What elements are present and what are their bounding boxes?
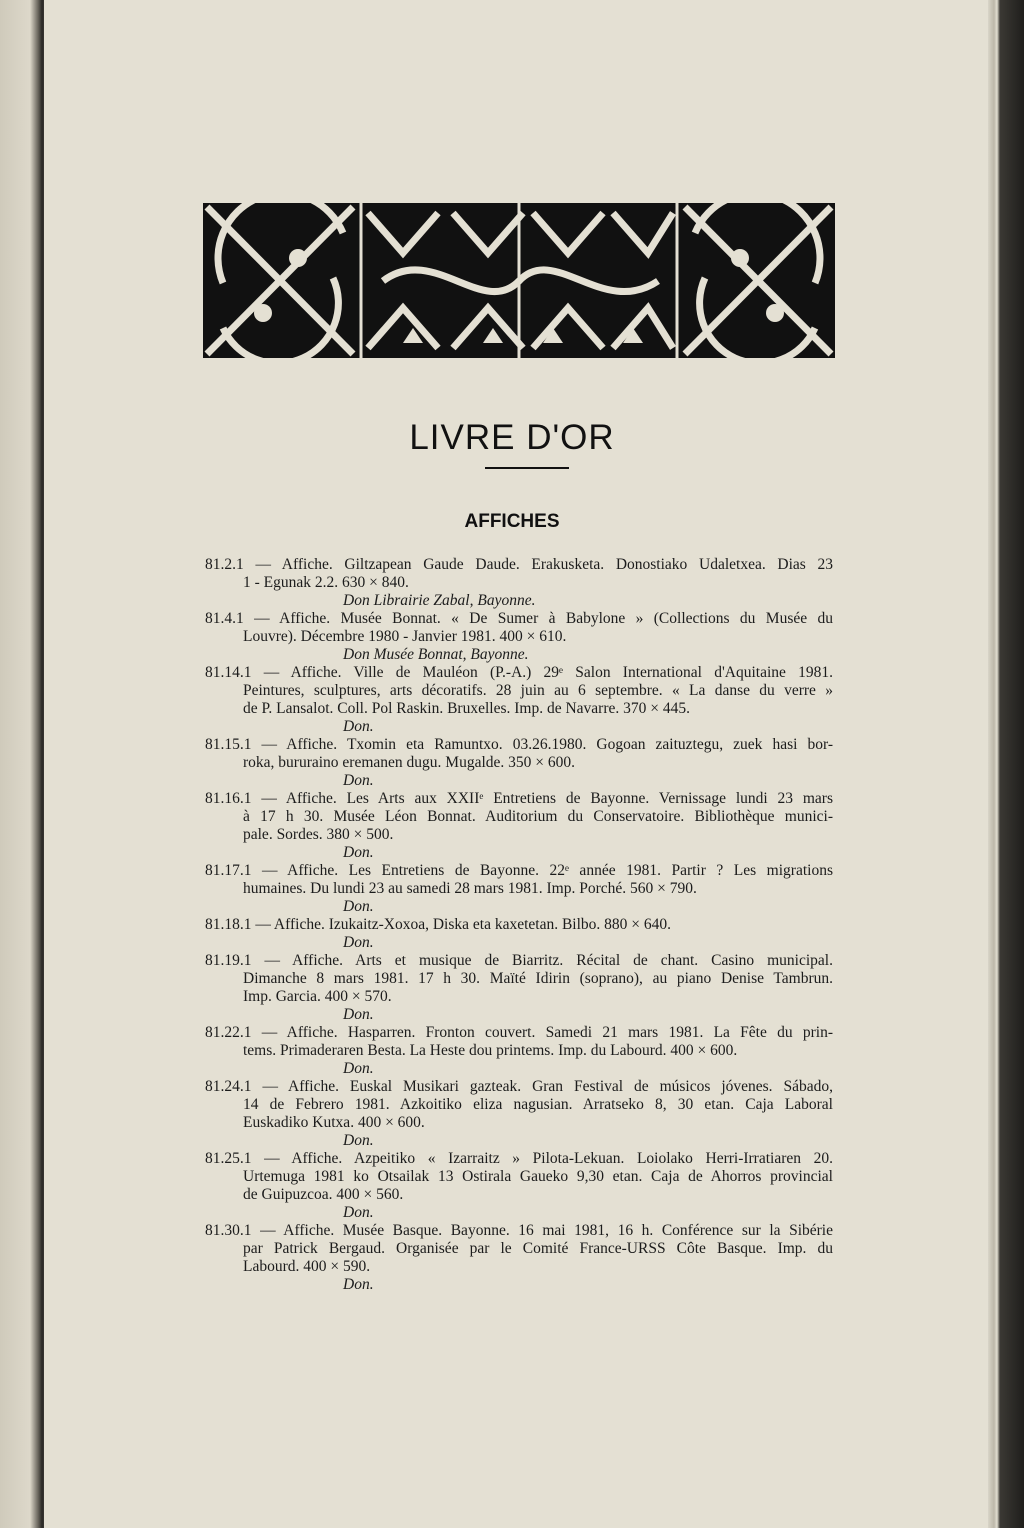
entry-donor: Don. <box>343 1006 374 1023</box>
entry-list <box>205 556 833 1294</box>
entry-first-line: 81.30.1 — Affiche. Musée Basque. Bayonne. 16 mai 1981, 16 h. Conférence sur la Sibérie <box>205 1222 833 1239</box>
entry-donor: Don. <box>343 1132 374 1149</box>
entry-continuation-line: Dimanche 8 mars 1981. 17 h 30. Maïté Idirin (soprano), au piano Denise Tambrun. <box>243 970 833 987</box>
entry-continuation-line: pale. Sordes. 380 × 500. <box>243 826 394 843</box>
entry-continuation-line: roka, bururaino eremanen dugu. Mugalde. 350 × 600. <box>243 754 576 771</box>
catalog-entry <box>205 790 833 862</box>
catalog-entry <box>205 862 833 916</box>
catalog-entry <box>205 556 833 610</box>
entry-first-line: 81.4.1 — Affiche. Musée Bonnat. « De Sumer à Babylone » (Collections du Musée du <box>205 610 833 627</box>
catalog-entry <box>205 1222 833 1294</box>
decorative-basque-banner <box>203 203 835 358</box>
entry-first-line: 81.19.1 — Affiche. Arts et musique de Biarritz. Récital de chant. Casino municipal. <box>205 952 833 969</box>
entry-first-line: 81.25.1 — Affiche. Azpeitiko « Izarraitz » Pilota-Lekuan. Loiolako Herri-Irratiaren 20. <box>205 1150 833 1167</box>
entry-continuation-line: humaines. Du lundi 23 au samedi 28 mars 1981. Imp. Porché. 560 × 790. <box>243 880 697 897</box>
adjacent-page-edge <box>0 0 44 1528</box>
entry-first-line: 81.17.1 — Affiche. Les Entretiens de Bayonne. 22ᵉ année 1981. Partir ? Les migrations <box>205 862 833 879</box>
entry-continuation-line: Imp. Garcia. 400 × 570. <box>243 988 392 1005</box>
page-edge-right <box>988 0 1024 1528</box>
catalog-entry <box>205 736 833 790</box>
entry-continuation-line: 14 de Febrero 1981. Azkoitiko eliza nagusian. Arratseko 8, 30 etan. Caja Laboral <box>243 1096 833 1113</box>
entry-first-line: 81.22.1 — Affiche. Hasparren. Fronton couvert. Samedi 21 mars 1981. La Fête du prin- <box>205 1024 833 1041</box>
entry-first-line: 81.18.1 — Affiche. Izukaitz-Xoxoa, Diska eta kaxetetan. Bilbo. 880 × 640. <box>205 916 672 933</box>
title-underline <box>485 467 569 469</box>
entry-first-line: 81.2.1 — Affiche. Giltzapean Gaude Daude. Erakusketa. Donostiako Udaletxea. Dias 23 <box>205 556 833 573</box>
section-heading: AFFICHES <box>464 511 560 532</box>
entry-continuation-line: à 17 h 30. Musée Léon Bonnat. Auditorium du Conservatoire. Bibliothèque munici- <box>243 808 833 825</box>
catalog-entry <box>205 1150 833 1222</box>
entry-continuation-line: de P. Lansalot. Coll. Pol Raskin. Bruxelles. Imp. de Navarre. 370 × 445. <box>243 700 690 717</box>
catalog-entry <box>205 952 833 1024</box>
entry-donor: Don. <box>343 772 374 789</box>
entry-donor: Don. <box>343 898 374 915</box>
entry-continuation-line: 1 - Egunak 2.2. 630 × 840. <box>243 574 409 591</box>
catalog-entry <box>205 916 833 952</box>
entry-continuation-line: de Guipuzcoa. 400 × 560. <box>243 1186 404 1203</box>
entry-continuation-line: tems. Primaderaren Besta. La Heste dou printems. Imp. du Labourd. 400 × 600. <box>243 1042 738 1059</box>
entry-donor: Don. <box>343 1060 374 1077</box>
catalog-entry <box>205 664 833 736</box>
entry-continuation-line: par Patrick Bergaud. Organisée par le Comité France-URSS Côte Basque. Imp. du <box>243 1240 833 1257</box>
entry-continuation-line: Euskadiko Kutxa. 400 × 600. <box>243 1114 425 1131</box>
catalog-entry <box>205 1078 833 1150</box>
entry-donor: Don Musée Bonnat, Bayonne. <box>343 646 529 663</box>
catalog-entry <box>205 1024 833 1078</box>
entry-first-line: 81.14.1 — Affiche. Ville de Mauléon (P.-A.) 29ᵉ Salon International d'Aquitaine 1981. <box>205 664 833 681</box>
entry-first-line: 81.15.1 — Affiche. Txomin eta Ramuntxo. 03.26.1980. Gogoan zaituztegu, zuek hasi bor- <box>205 736 833 753</box>
entry-continuation-line: Louvre). Décembre 1980 - Janvier 1981. 400 × 610. <box>243 628 567 645</box>
entry-first-line: 81.16.1 — Affiche. Les Arts aux XXIIᵉ Entretiens de Bayonne. Vernissage lundi 23 mars <box>205 790 833 807</box>
entry-donor: Don. <box>343 1276 374 1293</box>
entry-first-line: 81.24.1 — Affiche. Euskal Musikari gazteak. Gran Festival de músicos jóvenes. Sábado, <box>205 1078 833 1095</box>
entry-continuation-line: Labourd. 400 × 590. <box>243 1258 371 1275</box>
entry-donor: Don. <box>343 718 374 735</box>
entry-donor: Don Librairie Zabal, Bayonne. <box>343 592 536 609</box>
entry-donor: Don. <box>343 1204 374 1221</box>
catalog-entry <box>205 610 833 664</box>
page-title: LIVRE D'OR <box>409 418 615 457</box>
entry-continuation-line: Peintures, sculptures, arts décoratifs. 28 juin au 6 septembre. « La danse du verre » <box>243 682 833 699</box>
entry-continuation-line: Urtemuga 1981 ko Otsailak 13 Ostirala Gaueko 9,30 etan. Caja de Ahorros provincial <box>243 1168 833 1185</box>
entry-donor: Don. <box>343 844 374 861</box>
entry-donor: Don. <box>343 934 374 951</box>
